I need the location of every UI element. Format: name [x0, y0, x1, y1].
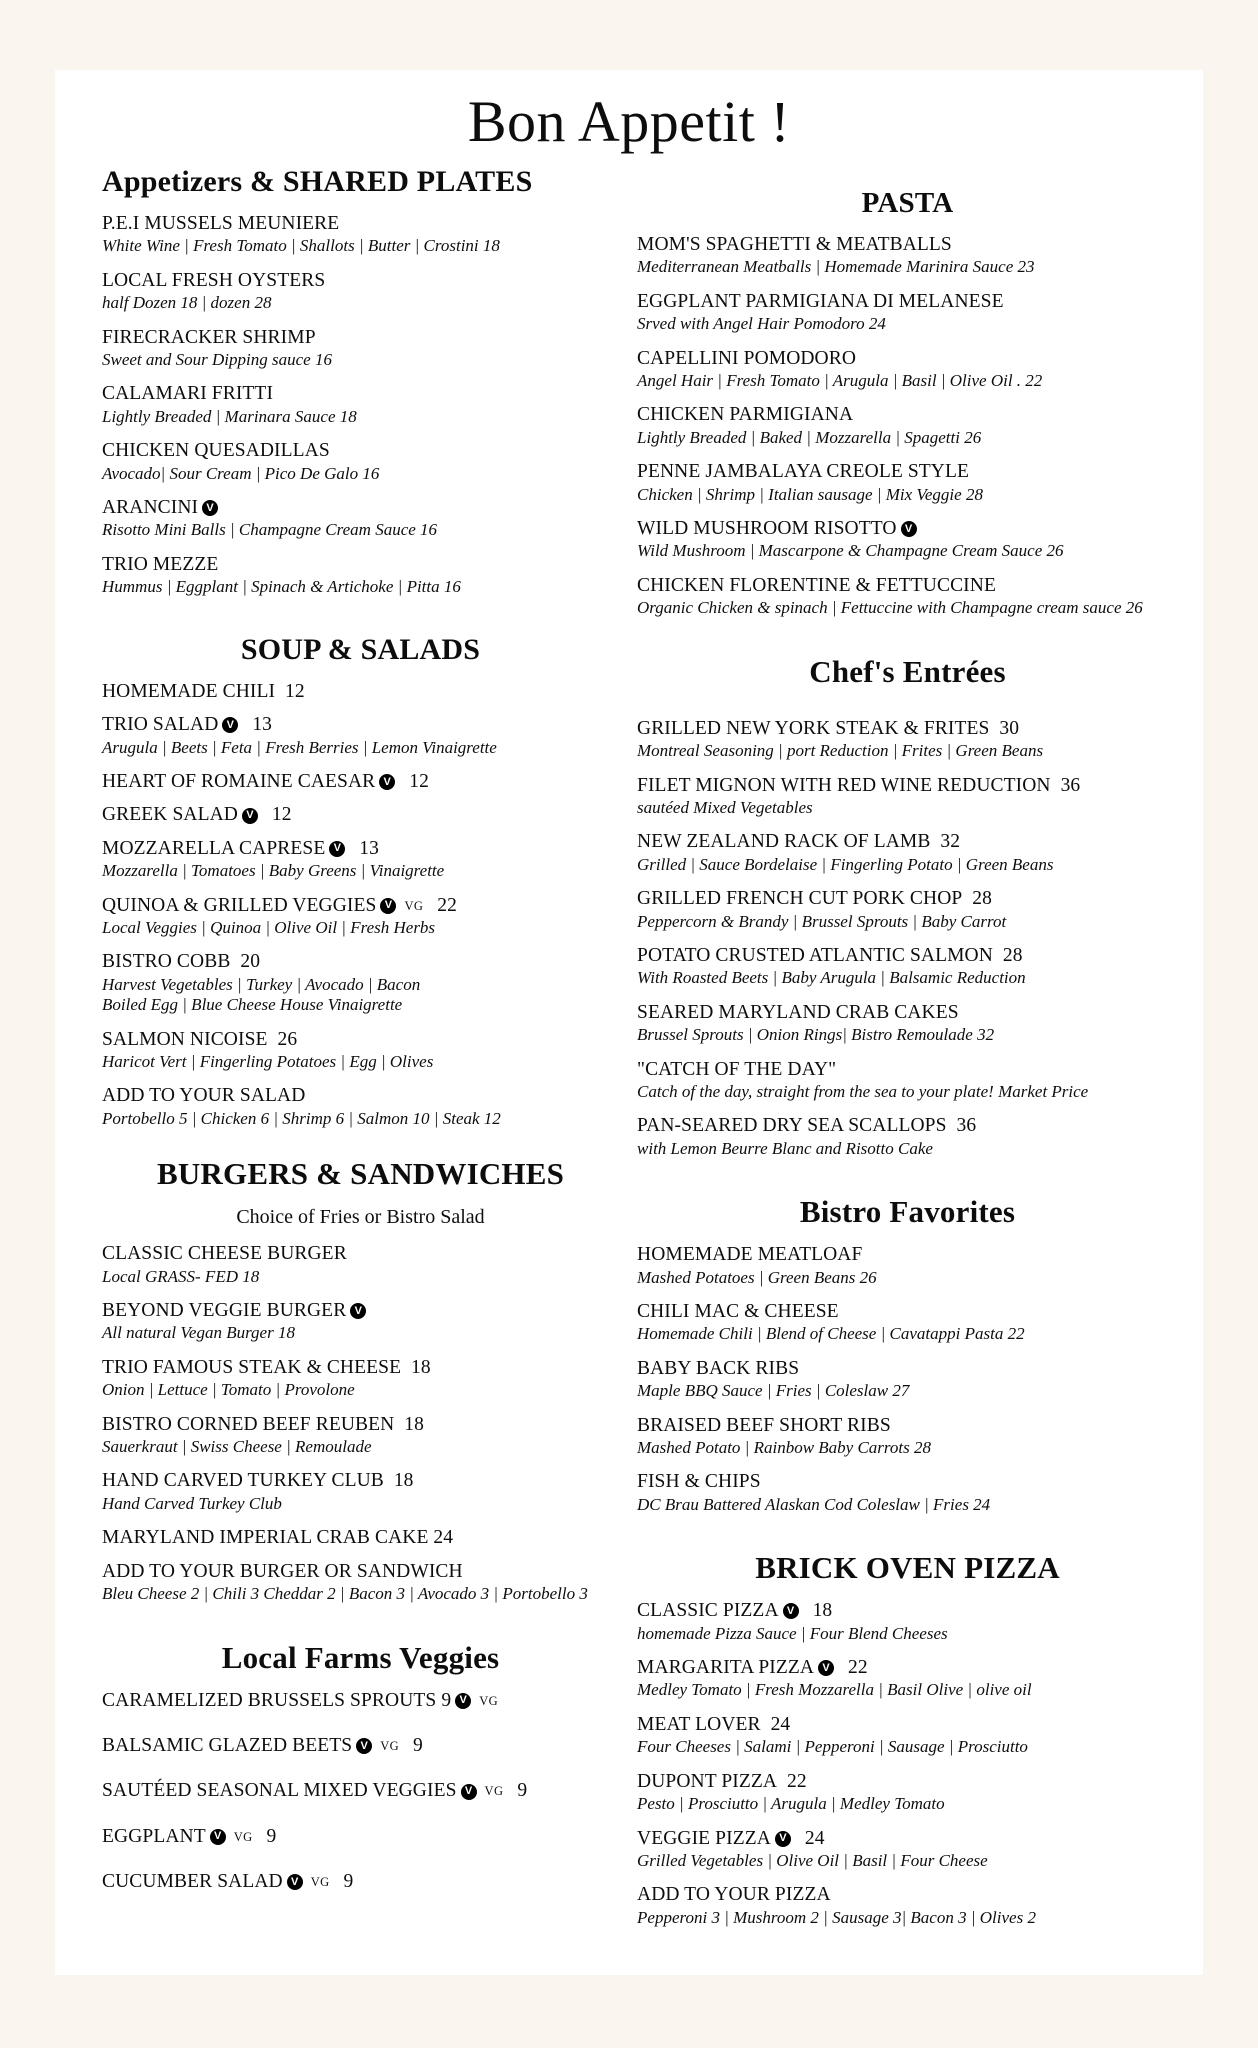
- menu-columns: [55, 155, 1203, 1941]
- vegetarian-icon: V: [242, 808, 258, 824]
- menu-item: [102, 1414, 619, 1458]
- menu-item-name: WILD MUSHROOM RISOTTO: [637, 518, 897, 540]
- menu-item: [102, 1300, 619, 1344]
- menu-item-name: GRILLED NEW YORK STEAK & FRITES: [637, 717, 990, 739]
- right-column: [619, 165, 1178, 1941]
- menu-item-name-row: [102, 681, 619, 703]
- menu-item-price: 20: [230, 951, 261, 973]
- section-items-burgers: [102, 1243, 619, 1604]
- menu-item-price: 13: [242, 714, 273, 736]
- menu-item-name: BEYOND VEGGIE BURGER: [102, 1300, 347, 1322]
- menu-item-name: BISTRO COBB: [102, 951, 231, 973]
- menu-item: [637, 1714, 1178, 1758]
- menu-item-name-row: [102, 497, 619, 519]
- menu-item: [102, 1243, 619, 1287]
- menu-item-price: 26: [267, 1028, 298, 1050]
- menu-item-description: Mediterranean Meatballs | Homemade Marinira Sauce 23: [637, 257, 1035, 277]
- menu-item-name: SALMON NICOISE: [102, 1028, 268, 1050]
- menu-item-name: TRIO MEZZE: [102, 553, 219, 575]
- section-heading-entrees: Chef's Entrées: [809, 653, 1006, 689]
- menu-item-description: White Wine | Fresh Tomato | Shallots | Butter | Crostini 18: [102, 236, 500, 256]
- menu-item-name: FISH & CHIPS: [637, 1471, 761, 1493]
- menu-item: [637, 1115, 1178, 1159]
- menu-item-name-row: [637, 291, 1178, 313]
- menu-item-price: 22: [838, 1657, 868, 1679]
- menu-item-description: Portobello 5 | Chicken 6 | Shrimp 6 | Salmon 10 | Steak 12: [102, 1108, 501, 1128]
- menu-item: [102, 1826, 619, 1848]
- menu-item-name: TRIO SALAD: [102, 714, 219, 736]
- menu-item: [637, 518, 1178, 562]
- menu-item-name: HOMEMADE MEATLOAF: [637, 1244, 863, 1266]
- menu-item-name-row: [102, 1470, 619, 1492]
- vegetarian-icon: V: [818, 1660, 834, 1676]
- menu-item-name-row: [102, 1690, 619, 1712]
- vegetarian-icon: V: [379, 774, 395, 790]
- section-items-pasta: [637, 234, 1178, 619]
- menu-item-name: CHICKEN PARMIGIANA: [637, 404, 854, 426]
- menu-item: [102, 270, 619, 314]
- vegetarian-icon: V: [783, 1603, 799, 1619]
- menu-item: [102, 1561, 619, 1605]
- menu-item-price: 28: [992, 944, 1023, 966]
- menu-item-name: MARGARITA PIZZA: [637, 1657, 815, 1679]
- menu-item-description: homemade Pizza Sauce | Four Blend Cheeses: [637, 1623, 948, 1643]
- menu-item-name-row: [102, 714, 619, 736]
- menu-item-price: 36: [1050, 774, 1081, 796]
- menu-item: [102, 1871, 619, 1893]
- menu-item-name-row: [102, 1780, 619, 1802]
- menu-item: [102, 1029, 619, 1073]
- menu-item: [637, 461, 1178, 505]
- menu-item-price: 28: [962, 888, 992, 910]
- menu-item-name-row: [102, 1085, 619, 1107]
- menu-item-price: 12: [261, 804, 292, 826]
- menu-item-description: Chicken | Shrimp | Italian sausage | Mix Veggie 28: [637, 484, 983, 504]
- menu-item: [102, 951, 619, 1015]
- menu-item: [637, 404, 1178, 448]
- menu-item-description: Local Veggies | Quinoa | Olive Oil | Fresh Herbs: [102, 918, 436, 937]
- menu-item-description: Medley Tomato | Fresh Mozzarella | Basil Olive | olive oil: [637, 1680, 1032, 1700]
- vegetarian-icon: V: [210, 1829, 226, 1845]
- vegan-label: VG: [380, 1738, 400, 1753]
- menu-item-name-row: [102, 1414, 619, 1436]
- vegetarian-icon: V: [901, 521, 917, 537]
- menu-item-description: Arugula | Beets | Feta | Fresh Berries | Lemon Vinaigrette: [102, 737, 497, 757]
- menu-item-name: BISTRO CORNED BEEF REUBEN: [102, 1413, 395, 1435]
- menu-item-description: Harvest Vegetables | Turkey | Avocado | Bacon Boiled Egg | Blue Cheese House Vinaigrette: [102, 975, 619, 1016]
- burgers-subheading: Choice of Fries or Bistro Salad: [236, 1206, 485, 1229]
- menu-item: [637, 1600, 1178, 1644]
- menu-item-description: Sweet and Sour Dipping sauce 16: [102, 350, 332, 370]
- menu-item-name-row: [102, 383, 619, 405]
- menu-item-name-row: [637, 1714, 1178, 1736]
- menu-item-description: Grilled | Sauce Bordelaise | Fingerling Potato | Green Beans: [637, 854, 1054, 874]
- menu-item-name: CHICKEN FLORENTINE & FETTUCCINE: [637, 574, 996, 596]
- menu-item-name: GREEK SALAD: [102, 804, 238, 826]
- menu-item-name: TRIO FAMOUS STEAK & CHEESE: [102, 1356, 402, 1378]
- menu-item-name-row: [637, 1471, 1178, 1493]
- menu-item-description: Four Cheeses | Salami | Pepperoni | Sausage | Prosciutto: [637, 1737, 1028, 1757]
- menu-page: [55, 70, 1203, 1975]
- vegetarian-icon: V: [329, 841, 345, 857]
- menu-item-name-row: [102, 951, 619, 973]
- menu-item-name-row: [637, 1600, 1178, 1622]
- menu-item: [102, 554, 619, 598]
- menu-item-description: Risotto Mini Balls | Champagne Cream Sauce 16: [102, 520, 438, 540]
- menu-item: [102, 895, 619, 939]
- menu-item: [102, 771, 619, 793]
- menu-item-name-row: [637, 1301, 1178, 1323]
- menu-item: [637, 1244, 1178, 1288]
- menu-item-name-row: [637, 775, 1178, 797]
- menu-item: [637, 831, 1178, 875]
- vegetarian-icon: V: [222, 717, 238, 733]
- menu-item-description: Mashed Potato | Rainbow Baby Carrots 28: [637, 1438, 931, 1458]
- menu-item-name: SEARED MARYLAND CRAB CAKES: [637, 1001, 959, 1023]
- menu-item-name: FIRECRACKER SHRIMP: [102, 326, 316, 348]
- menu-item-price: 24: [794, 1827, 825, 1849]
- menu-item-name-row: [637, 348, 1178, 370]
- menu-item-price: 18: [394, 1413, 424, 1435]
- menu-item-name-row: [637, 1657, 1178, 1679]
- menu-item-name-row: [637, 1244, 1178, 1266]
- menu-item-description: Homemade Chili | Blend of Cheese | Cavatappi Pasta 22: [637, 1324, 1025, 1344]
- section-heading-local-farms: Local Farms Veggies: [221, 1639, 500, 1675]
- menu-item-description: Avocado| Sour Cream | Pico De Galo 16: [102, 463, 380, 483]
- menu-item: [102, 1357, 619, 1401]
- vegetarian-icon: V: [350, 1303, 366, 1319]
- menu-item-name: ADD TO YOUR PIZZA: [637, 1884, 831, 1906]
- menu-item-name-row: [102, 1357, 619, 1379]
- menu-item-name-row: [637, 404, 1178, 426]
- vegetarian-icon: V: [775, 1831, 791, 1847]
- section-items-local-farms: [102, 1690, 619, 1894]
- menu-item-name-row: [102, 1735, 619, 1757]
- menu-item: [102, 714, 619, 758]
- menu-item-name-row: [637, 1884, 1178, 1906]
- menu-item-description: Pepperoni 3 | Mushroom 2 | Sausage 3| Bacon 3 | Olives 2: [637, 1907, 1036, 1927]
- menu-item: [102, 497, 619, 541]
- menu-item-name: MEAT LOVER: [637, 1713, 761, 1735]
- menu-item-price: 18: [383, 1470, 414, 1492]
- menu-item-description: Brussel Sprouts | Onion Rings| Bistro Remoulade 32: [637, 1025, 995, 1045]
- vegan-label: VG: [484, 1784, 504, 1799]
- menu-item-description-line2: Boiled Egg | Blue Cheese House Vinaigrette: [102, 995, 403, 1015]
- section-heading-burgers: BURGERS & SANDWICHES: [156, 1156, 565, 1192]
- section-items-entrees: [637, 718, 1178, 1160]
- menu-item: [102, 327, 619, 371]
- menu-item-price: 12: [399, 770, 429, 792]
- menu-item-name-row: [102, 895, 619, 917]
- menu-item-description: Grilled Vegetables | Olive Oil | Basil | Four Cheese: [637, 1850, 988, 1870]
- vegan-label: VG: [479, 1693, 499, 1708]
- menu-item-name: CARAMELIZED BRUSSELS SPROUTS 9: [102, 1689, 452, 1711]
- section-heading-appetizers: Appetizers & SHARED PLATES: [102, 165, 533, 198]
- menu-item-name: CAPELLINI POMODORO: [637, 347, 857, 369]
- menu-item-name-row: [102, 270, 619, 292]
- menu-item: [102, 213, 619, 257]
- menu-item: [637, 718, 1178, 762]
- menu-item-description: Pesto | Prosciutto | Arugula | Medley Tomato: [637, 1794, 945, 1814]
- vegan-label: VG: [310, 1875, 330, 1890]
- menu-item-name-row: [637, 234, 1178, 256]
- menu-item-name-row: [637, 1115, 1178, 1137]
- menu-item: [637, 1301, 1178, 1345]
- section-items-brick-oven-pizza: [637, 1600, 1178, 1928]
- menu-item-name-row: [102, 804, 619, 826]
- menu-item-price: 32: [930, 831, 961, 853]
- menu-item-name: EGGPLANT PARMIGIANA DI MELANESE: [637, 290, 1004, 312]
- menu-item-name: BRAISED BEEF SHORT RIBS: [637, 1414, 891, 1436]
- menu-item: [637, 1059, 1178, 1103]
- menu-item-price: 18: [401, 1356, 431, 1378]
- menu-item-price: 24: [760, 1713, 791, 1735]
- menu-item-description: Local GRASS- FED 18: [102, 1266, 260, 1286]
- menu-item-description: With Roasted Beets | Baby Arugula | Balsamic Reduction: [637, 968, 1026, 988]
- menu-item-name-row: [102, 1527, 619, 1549]
- menu-item: [102, 1470, 619, 1514]
- menu-item-name-row: [637, 461, 1178, 483]
- menu-item-name: HOMEMADE CHILI: [102, 680, 276, 702]
- menu-item-name-row: [637, 575, 1178, 597]
- vegetarian-icon: V: [202, 500, 218, 516]
- menu-item: [637, 945, 1178, 989]
- menu-item: [102, 804, 619, 826]
- menu-item-description: Catch of the day, straight from the sea to your plate! Market Price: [637, 1081, 1089, 1101]
- menu-item-description: Bleu Cheese 2 | Chili 3 Cheddar 2 | Bacon 3 | Avocado 3 | Portobello 3: [102, 1584, 588, 1604]
- menu-item-name-row: [102, 327, 619, 349]
- menu-item-description: Organic Chicken & spinach | Fettuccine with Champagne cream sauce 26: [637, 598, 1143, 618]
- menu-item: [637, 348, 1178, 392]
- page-title: Bon Appetit !: [467, 89, 791, 154]
- menu-item-name-row: [637, 1002, 1178, 1024]
- menu-item-name-row: [637, 718, 1178, 740]
- menu-item-description: Sauerkraut | Swiss Cheese | Remoulade: [102, 1437, 372, 1457]
- menu-item: [102, 383, 619, 427]
- menu-item-name-row: [637, 1828, 1178, 1850]
- menu-item: [637, 1771, 1178, 1815]
- section-heading-brick-oven-pizza: BRICK OVEN PIZZA: [755, 1550, 1060, 1586]
- menu-item-name: POTATO CRUSTED ATLANTIC SALMON: [637, 944, 993, 966]
- menu-item-price: 18: [802, 1600, 833, 1622]
- section-items-appetizers: [102, 213, 619, 598]
- menu-item: [637, 1884, 1178, 1928]
- menu-item-name: QUINOA & GRILLED VEGGIES: [102, 894, 377, 916]
- menu-item-description: Srved with Angel Hair Pomodoro 24: [637, 314, 886, 334]
- menu-item-name-row: [102, 554, 619, 576]
- menu-item-description: Montreal Seasoning | port Reduction | Frites | Green Beans: [637, 741, 1044, 761]
- menu-item-description: sautéed Mixed Vegetables: [637, 797, 813, 817]
- menu-item-name: NEW ZEALAND RACK OF LAMB: [637, 831, 931, 853]
- menu-item-description: Mashed Potatoes | Green Beans 26: [637, 1267, 877, 1287]
- menu-item-name-row: [637, 945, 1178, 967]
- menu-item-description: Maple BBQ Sauce | Fries | Coleslaw 27: [637, 1381, 910, 1401]
- menu-item: [102, 1780, 619, 1802]
- menu-item-name: GRILLED FRENCH CUT PORK CHOP: [637, 888, 963, 910]
- section-items-bistro-favorites: [637, 1244, 1178, 1515]
- section-heading-bistro-favorites: Bistro Favorites: [799, 1194, 1016, 1230]
- menu-item-name-row: [102, 440, 619, 462]
- menu-item-description: Peppercorn & Brandy | Brussel Sprouts | Baby Carrot: [637, 911, 1007, 931]
- menu-item-name-row: [102, 1243, 619, 1265]
- menu-item-name: DUPONT PIZZA: [637, 1770, 778, 1792]
- menu-item-name: CALAMARI FRITTI: [102, 383, 274, 405]
- menu-item-name-row: [102, 1826, 619, 1848]
- menu-item-description: Haricot Vert | Fingerling Potatoes | Egg | Olives: [102, 1052, 434, 1072]
- menu-item-name: CUCUMBER SALAD: [102, 1871, 283, 1893]
- menu-item-price: 36: [946, 1115, 977, 1137]
- menu-item-price: 22: [427, 894, 457, 916]
- menu-item-description: Lightly Breaded | Marinara Sauce 18: [102, 406, 357, 426]
- menu-item-name-row: [637, 888, 1178, 910]
- menu-item-name: LOCAL FRESH OYSTERS: [102, 269, 326, 291]
- menu-item-name: BABY BACK RIBS: [637, 1357, 800, 1379]
- menu-item-name-row: [102, 1029, 619, 1051]
- menu-item-name: PAN-SEARED DRY SEA SCALLOPS: [637, 1115, 947, 1137]
- menu-item-description: Onion | Lettuce | Tomato | Provolone: [102, 1380, 355, 1400]
- menu-item-name: P.E.I MUSSELS MEUNIERE: [102, 213, 340, 234]
- menu-item-name-row: [102, 771, 619, 793]
- menu-item-name-row: [637, 1358, 1178, 1380]
- menu-item: [637, 1657, 1178, 1701]
- menu-item-name: BALSAMIC GLAZED BEETS: [102, 1734, 353, 1756]
- menu-item-price: 12: [275, 680, 305, 702]
- menu-item-description: with Lemon Beurre Blanc and Risotto Cake: [637, 1138, 933, 1158]
- menu-item-name: HEART OF ROMAINE CAESAR: [102, 770, 376, 792]
- menu-item-name-row: [102, 838, 619, 860]
- menu-item: [102, 440, 619, 484]
- menu-item-name: SAUTÉED SEASONAL MIXED VEGGIES: [102, 1780, 457, 1802]
- menu-item-name-row: [102, 1561, 619, 1583]
- menu-item-name: CLASSIC CHEESE BURGER: [102, 1243, 347, 1265]
- menu-item-price: 9: [507, 1780, 528, 1802]
- menu-item-price: 9: [403, 1734, 423, 1756]
- menu-item-name: MOZZARELLA CAPRESE: [102, 837, 326, 859]
- menu-item: [637, 888, 1178, 932]
- menu-item-name: EGGPLANT: [102, 1825, 206, 1847]
- menu-item-description: Lightly Breaded | Baked | Mozzarella | Spagetti 26: [637, 427, 982, 447]
- section-heading-pasta: PASTA: [861, 187, 954, 219]
- vegetarian-icon: V: [461, 1784, 477, 1800]
- menu-item-name: PENNE JAMBALAYA CREOLE STYLE: [637, 461, 969, 483]
- menu-item: [637, 1828, 1178, 1872]
- menu-item-price: 22: [777, 1770, 807, 1792]
- vegetarian-icon: V: [455, 1693, 471, 1709]
- menu-item: [102, 681, 619, 703]
- menu-item-name-row: [637, 518, 1178, 540]
- menu-item-name: ADD TO YOUR SALAD: [102, 1085, 306, 1107]
- menu-item-description: Angel Hair | Fresh Tomato | Arugula | Basil | Olive Oil . 22: [637, 371, 1043, 391]
- menu-item-name: HAND CARVED TURKEY CLUB: [102, 1470, 384, 1492]
- vegetarian-icon: V: [356, 1738, 372, 1754]
- menu-item-name: CHILI MAC & CHEESE: [637, 1301, 839, 1322]
- vegan-label: VG: [404, 898, 424, 913]
- menu-item: [637, 575, 1178, 619]
- vegetarian-icon: V: [380, 898, 396, 914]
- menu-item-name-row: [102, 1871, 619, 1893]
- vegetarian-icon: V: [287, 1874, 303, 1890]
- menu-item-name-row: [637, 1059, 1178, 1081]
- menu-item-name-row: [102, 1300, 619, 1322]
- section-heading-soup-salads: SOUP & SALADS: [240, 632, 481, 666]
- menu-item-name-row: [637, 1415, 1178, 1437]
- vegan-label: VG: [233, 1829, 253, 1844]
- menu-item: [637, 234, 1178, 278]
- menu-item-description: half Dozen 18 | dozen 28: [102, 293, 272, 313]
- menu-item-name-row: [637, 1771, 1178, 1793]
- menu-item-price: 9: [333, 1871, 354, 1893]
- left-column: [80, 165, 619, 1941]
- menu-item: [637, 1002, 1178, 1046]
- menu-item: [102, 1085, 619, 1129]
- menu-item-name: CLASSIC PIZZA: [637, 1600, 779, 1622]
- menu-item-name: ADD TO YOUR BURGER OR SANDWICH: [102, 1560, 463, 1582]
- menu-item-name: VEGGIE PIZZA: [637, 1827, 771, 1849]
- menu-item-description: Wild Mushroom | Mascarpone & Champagne Cream Sauce 26: [637, 541, 1064, 561]
- menu-item: [102, 1527, 619, 1549]
- menu-item-name: FILET MIGNON WITH RED WINE REDUCTION: [637, 774, 1051, 796]
- menu-item: [637, 1471, 1178, 1515]
- menu-item: [102, 838, 619, 882]
- menu-item-description: Hummus | Eggplant | Spinach & Artichoke | Pitta 16: [102, 577, 461, 597]
- menu-item-name: MARYLAND IMPERIAL CRAB CAKE 24: [102, 1527, 454, 1549]
- menu-item-description: Hand Carved Turkey Club: [102, 1493, 282, 1513]
- menu-item-price: 30: [989, 717, 1020, 739]
- menu-item-description: Mozzarella | Tomatoes | Baby Greens | Vinaigrette: [102, 861, 445, 881]
- menu-item: [637, 1415, 1178, 1459]
- menu-item-name-row: [637, 831, 1178, 853]
- menu-item-description: All natural Vegan Burger 18: [102, 1323, 295, 1343]
- menu-item-name: CHICKEN QUESADILLAS: [102, 440, 330, 462]
- menu-item-name: "CATCH OF THE DAY": [637, 1058, 837, 1080]
- menu-item: [102, 1690, 619, 1712]
- menu-item: [102, 1735, 619, 1757]
- menu-item-price: 9: [256, 1825, 277, 1847]
- menu-item-price: 13: [349, 837, 380, 859]
- menu-item: [637, 775, 1178, 819]
- menu-item-name-row: [102, 213, 619, 235]
- menu-item: [637, 1358, 1178, 1402]
- menu-item-name: MOM'S SPAGHETTI & MEATBALLS: [637, 234, 952, 255]
- menu-item-description: DC Brau Battered Alaskan Cod Coleslaw | Fries 24: [637, 1494, 991, 1514]
- menu-item-name: ARANCINI: [102, 497, 199, 519]
- menu-item: [637, 291, 1178, 335]
- section-items-soup-salads: [102, 681, 619, 1130]
